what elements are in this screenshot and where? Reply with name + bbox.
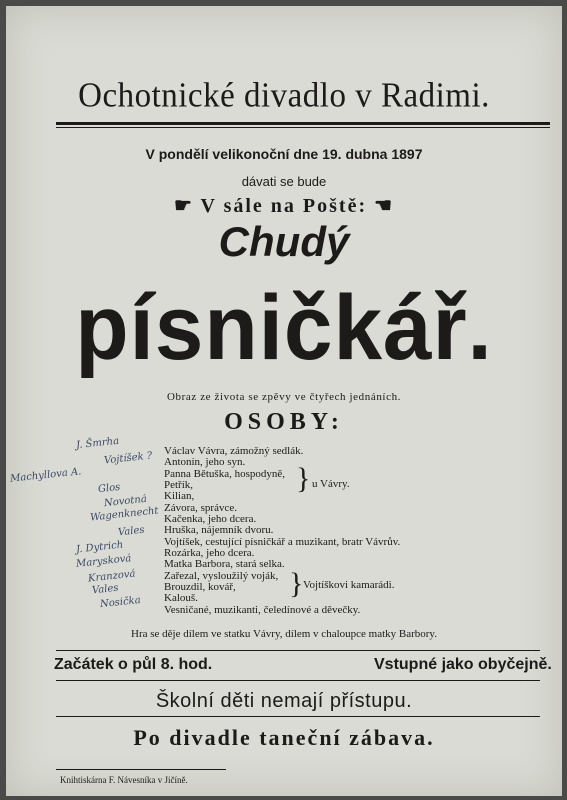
handwritten-note: Glos	[97, 481, 121, 496]
handwritten-note: Machyllova A.	[9, 466, 82, 485]
handwritten-note: Vales	[117, 524, 146, 539]
handwritten-note: J. Šmrha	[75, 435, 120, 452]
divider	[56, 680, 540, 681]
play-title-line2: písničkář.	[75, 277, 493, 379]
theatre-name: Ochotnické divadlo v Radimi.	[78, 77, 490, 115]
performance-date: V pondělí velikonoční dne 19. dubna 1897	[145, 146, 423, 162]
intro-text: dávati se bude	[241, 174, 327, 189]
cast-role: Kilian,	[164, 490, 195, 503]
cast-role: Hruška, nájemník dvoru.	[164, 524, 274, 537]
play-subtitle: Obraz ze života se zpěvy ve čtyřech jednáních.	[166, 391, 402, 403]
handwritten-note: Vojtíšek ?	[103, 450, 153, 467]
brace-icon: }	[289, 567, 304, 600]
dance-notice: Po divadle taneční zábava.	[133, 725, 435, 750]
cast-role: Kačenka, jeho dcera.	[164, 513, 257, 526]
handwritten-note: Wagenknecht	[89, 505, 159, 524]
cast-role: Petřík,	[164, 479, 194, 492]
school-notice: Školní děti nemají přístupu.	[155, 690, 413, 712]
cast-role: Zařezal, vysloužilý voják,	[164, 569, 279, 582]
cast-role: Václav Vávra, zámožný sedlák.	[164, 445, 304, 457]
play-title-line1: Chudý	[218, 218, 350, 265]
handwritten-note: Kranzová	[87, 568, 137, 585]
venue: ☛ V sále na Poště: ☚	[173, 195, 395, 217]
group-label: u Vávry.	[312, 478, 350, 490]
divider	[56, 127, 550, 128]
handwritten-note: Vales	[91, 582, 120, 597]
cast-role: Závora, správce.	[164, 501, 237, 514]
cast-heading: OSOBY:	[224, 409, 344, 435]
cast-role: Brouzdil, kovář,	[164, 581, 236, 594]
handwritten-note: Novotná	[103, 493, 148, 510]
handwritten-note: Marysková	[75, 553, 132, 570]
cast-role: Panna Bětuška, hospodyně,	[164, 467, 285, 480]
handwritten-note: J. Dytrich	[75, 539, 124, 556]
cast-role: Kalouš.	[164, 592, 198, 605]
handwritten-note: Nosička	[99, 594, 142, 611]
action-place: Hra se děje dílem ve statku Vávry, dílem v chaloupce matky Barbory.	[131, 628, 437, 640]
divider	[56, 769, 226, 770]
divider	[56, 122, 550, 125]
divider	[56, 716, 540, 717]
cast-role: Antonín, jeho syn.	[164, 456, 246, 469]
printer-credit: Knihtiskárna F. Návesníka v Jičíně.	[60, 775, 188, 785]
start-time: Začátek o půl 8. hod.	[54, 656, 213, 673]
cast-role: Vojtíšek, cestující písničkář a muzikant, bratr Vávrův.	[164, 535, 401, 548]
cast-role: Vesničané, muzikanti, čeledínové a děvečky.	[164, 603, 361, 616]
theatre-poster	[6, 6, 562, 796]
cast-role: Rozárka, jeho dcera.	[164, 547, 255, 560]
cast-role: Matka Barbora, stará selka.	[164, 558, 285, 571]
admission: Vstupné jako obyčejně.	[374, 656, 552, 673]
divider	[56, 650, 540, 651]
group-label: Vojtíškovi kamarádi.	[303, 579, 395, 591]
brace-icon: }	[296, 462, 311, 495]
